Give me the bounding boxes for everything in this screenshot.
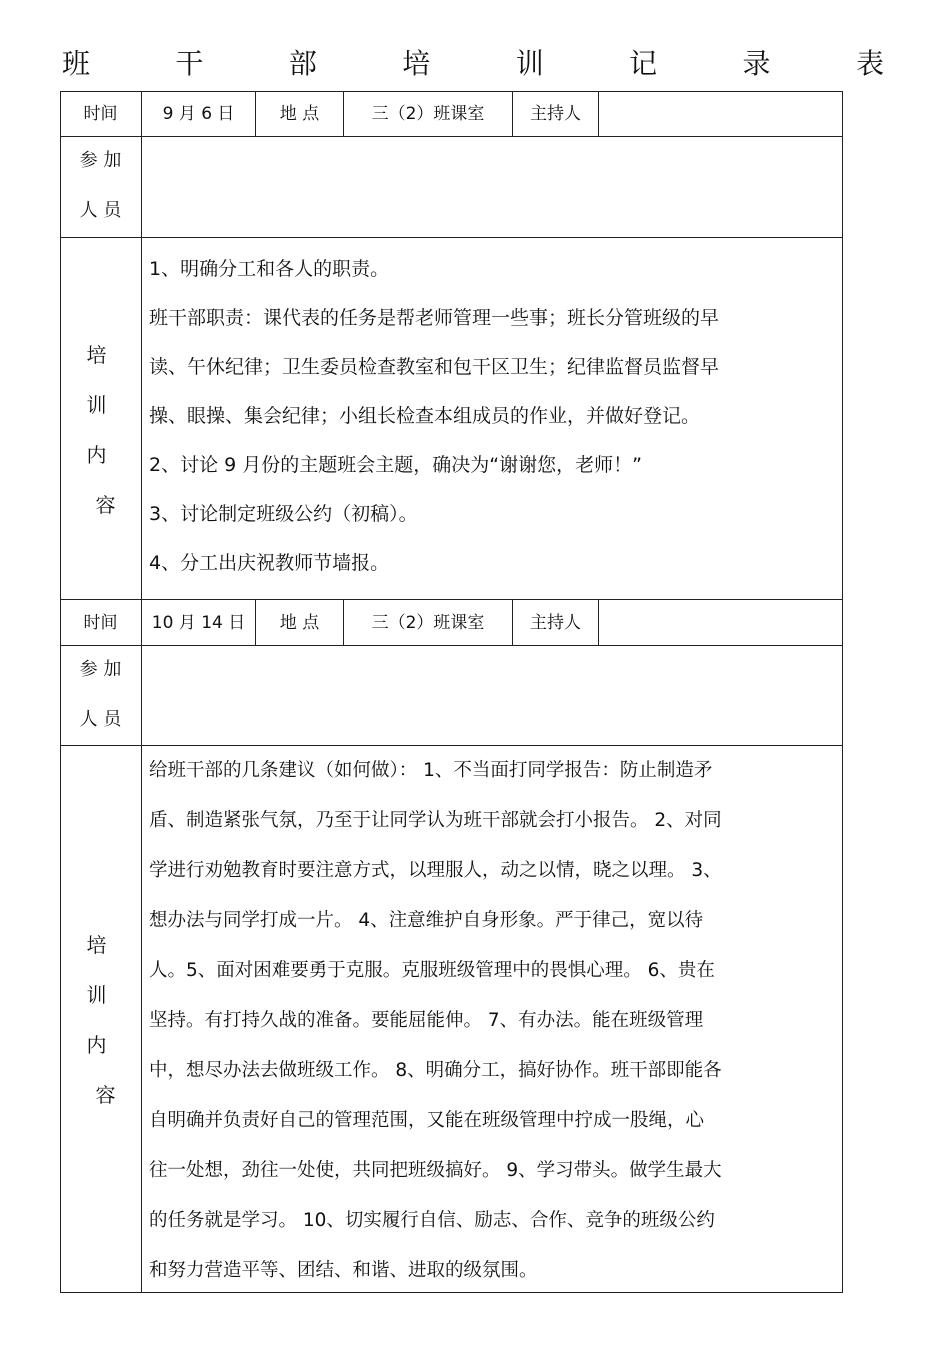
title-char: 记 <box>629 47 658 80</box>
participants-label <box>60 150 141 222</box>
content-label-char: 训 <box>86 983 107 1007</box>
content-line: 1、明确分工和各人的职责。 <box>149 258 390 280</box>
participants-label <box>60 659 141 731</box>
table-divider <box>141 91 142 1293</box>
title-char: 录 <box>742 47 771 80</box>
place-label: 地 点 <box>279 612 320 633</box>
content-line: 4、分工出庆祝教师节墙报。 <box>149 552 390 574</box>
title-char: 培 <box>402 47 431 80</box>
content-label-char: 培 <box>86 933 107 957</box>
host-value <box>599 92 842 136</box>
title-char: 干 <box>175 47 204 80</box>
content-label <box>60 920 141 1120</box>
participants-value <box>148 648 838 743</box>
content-line: 的任务就是学习。 10、切实履行自信、励志、合作、竞争的班级公约 <box>149 1210 715 1231</box>
time-label: 时间 <box>83 612 118 633</box>
content-line: 坚持。有打持久战的准备。要能屈能伸。 7、有办法。能在班级管理 <box>149 1010 704 1031</box>
content-line: 班干部职责：课代表的任务是帮老师管理一些事；班长分管班级的早 <box>149 307 720 329</box>
title-char: 表 <box>855 47 884 80</box>
participants-label-line1: 参 加 <box>79 659 122 680</box>
date-value: 9 月 6 日 <box>162 104 235 124</box>
content-line: 和努力营造平等、团结、和谐、进取的级氛围。 <box>149 1260 538 1281</box>
host-label: 主持人 <box>530 104 581 124</box>
training-content <box>149 746 722 1296</box>
participants-label-line1: 参 加 <box>79 150 122 171</box>
content-label-char: 内 <box>86 443 107 467</box>
content-line: 2、讨论 9 月份的主题班会主题，确决为“谢谢您，老师！” <box>149 454 642 476</box>
location-value: 三（2）班课室 <box>371 612 485 633</box>
content-label-char: 容 <box>95 1083 116 1107</box>
host-value <box>599 600 842 645</box>
host-label: 主持人 <box>530 612 581 633</box>
content-label-char: 容 <box>95 493 116 517</box>
content-line: 3、讨论制定班级公约（初稿）。 <box>149 503 418 525</box>
time-label: 时间 <box>83 104 118 124</box>
place-label: 地 点 <box>279 104 320 124</box>
content-label-char: 内 <box>86 1033 107 1057</box>
title-char: 班 <box>62 47 91 80</box>
content-label <box>60 330 141 530</box>
content-line: 想办法与同学打成一片。 4、注意维护自身形象。严于律己，宽以待 <box>149 910 704 931</box>
content-line: 人。5、面对困难要勇于克服。克服班级管理中的畏惧心理。 6、贵在 <box>149 960 715 981</box>
content-line: 操、眼操、集会纪律；小组长检查本组成员的作业，并做好登记。 <box>149 405 701 427</box>
title-char: 训 <box>515 47 544 80</box>
participants-label-line2: 人 员 <box>79 709 122 730</box>
table-divider <box>60 645 843 646</box>
content-line: 中，想尽办法去做班级工作。 8、明确分工，搞好协作。班干部即能各 <box>149 1060 722 1081</box>
table-divider <box>60 136 843 137</box>
participants-value <box>148 140 838 235</box>
date-value: 10 月 14 日 <box>151 612 246 633</box>
title-char: 部 <box>288 47 317 80</box>
participants-label-line2: 人 员 <box>79 200 122 221</box>
page-title <box>62 44 884 84</box>
content-label-char: 培 <box>86 343 107 367</box>
content-line: 读、午休纪律；卫生委员检查教室和包干区卫生；纪律监督员监督早 <box>149 356 720 378</box>
training-content <box>149 245 719 588</box>
table-divider <box>60 237 843 238</box>
content-line: 自明确并负责好自己的管理范围，又能在班级管理中拧成一股绳，心 <box>149 1110 705 1131</box>
content-label-char: 训 <box>86 393 107 417</box>
location-value: 三（2）班课室 <box>371 104 485 124</box>
content-line: 给班干部的几条建议（如何做）： 1、不当面打同学报告：防止制造矛 <box>149 760 713 781</box>
content-line: 盾、制造紧张气氛，乃至于让同学认为班干部就会打小报告。 2、对同 <box>149 810 722 831</box>
content-line: 往一处想，劲往一处使，共同把班级搞好。 9、学习带头。做学生最大 <box>149 1160 722 1181</box>
content-line: 学进行劝勉教育时要注意方式，以理服人，动之以情，晓之以理。 3、 <box>149 860 722 881</box>
